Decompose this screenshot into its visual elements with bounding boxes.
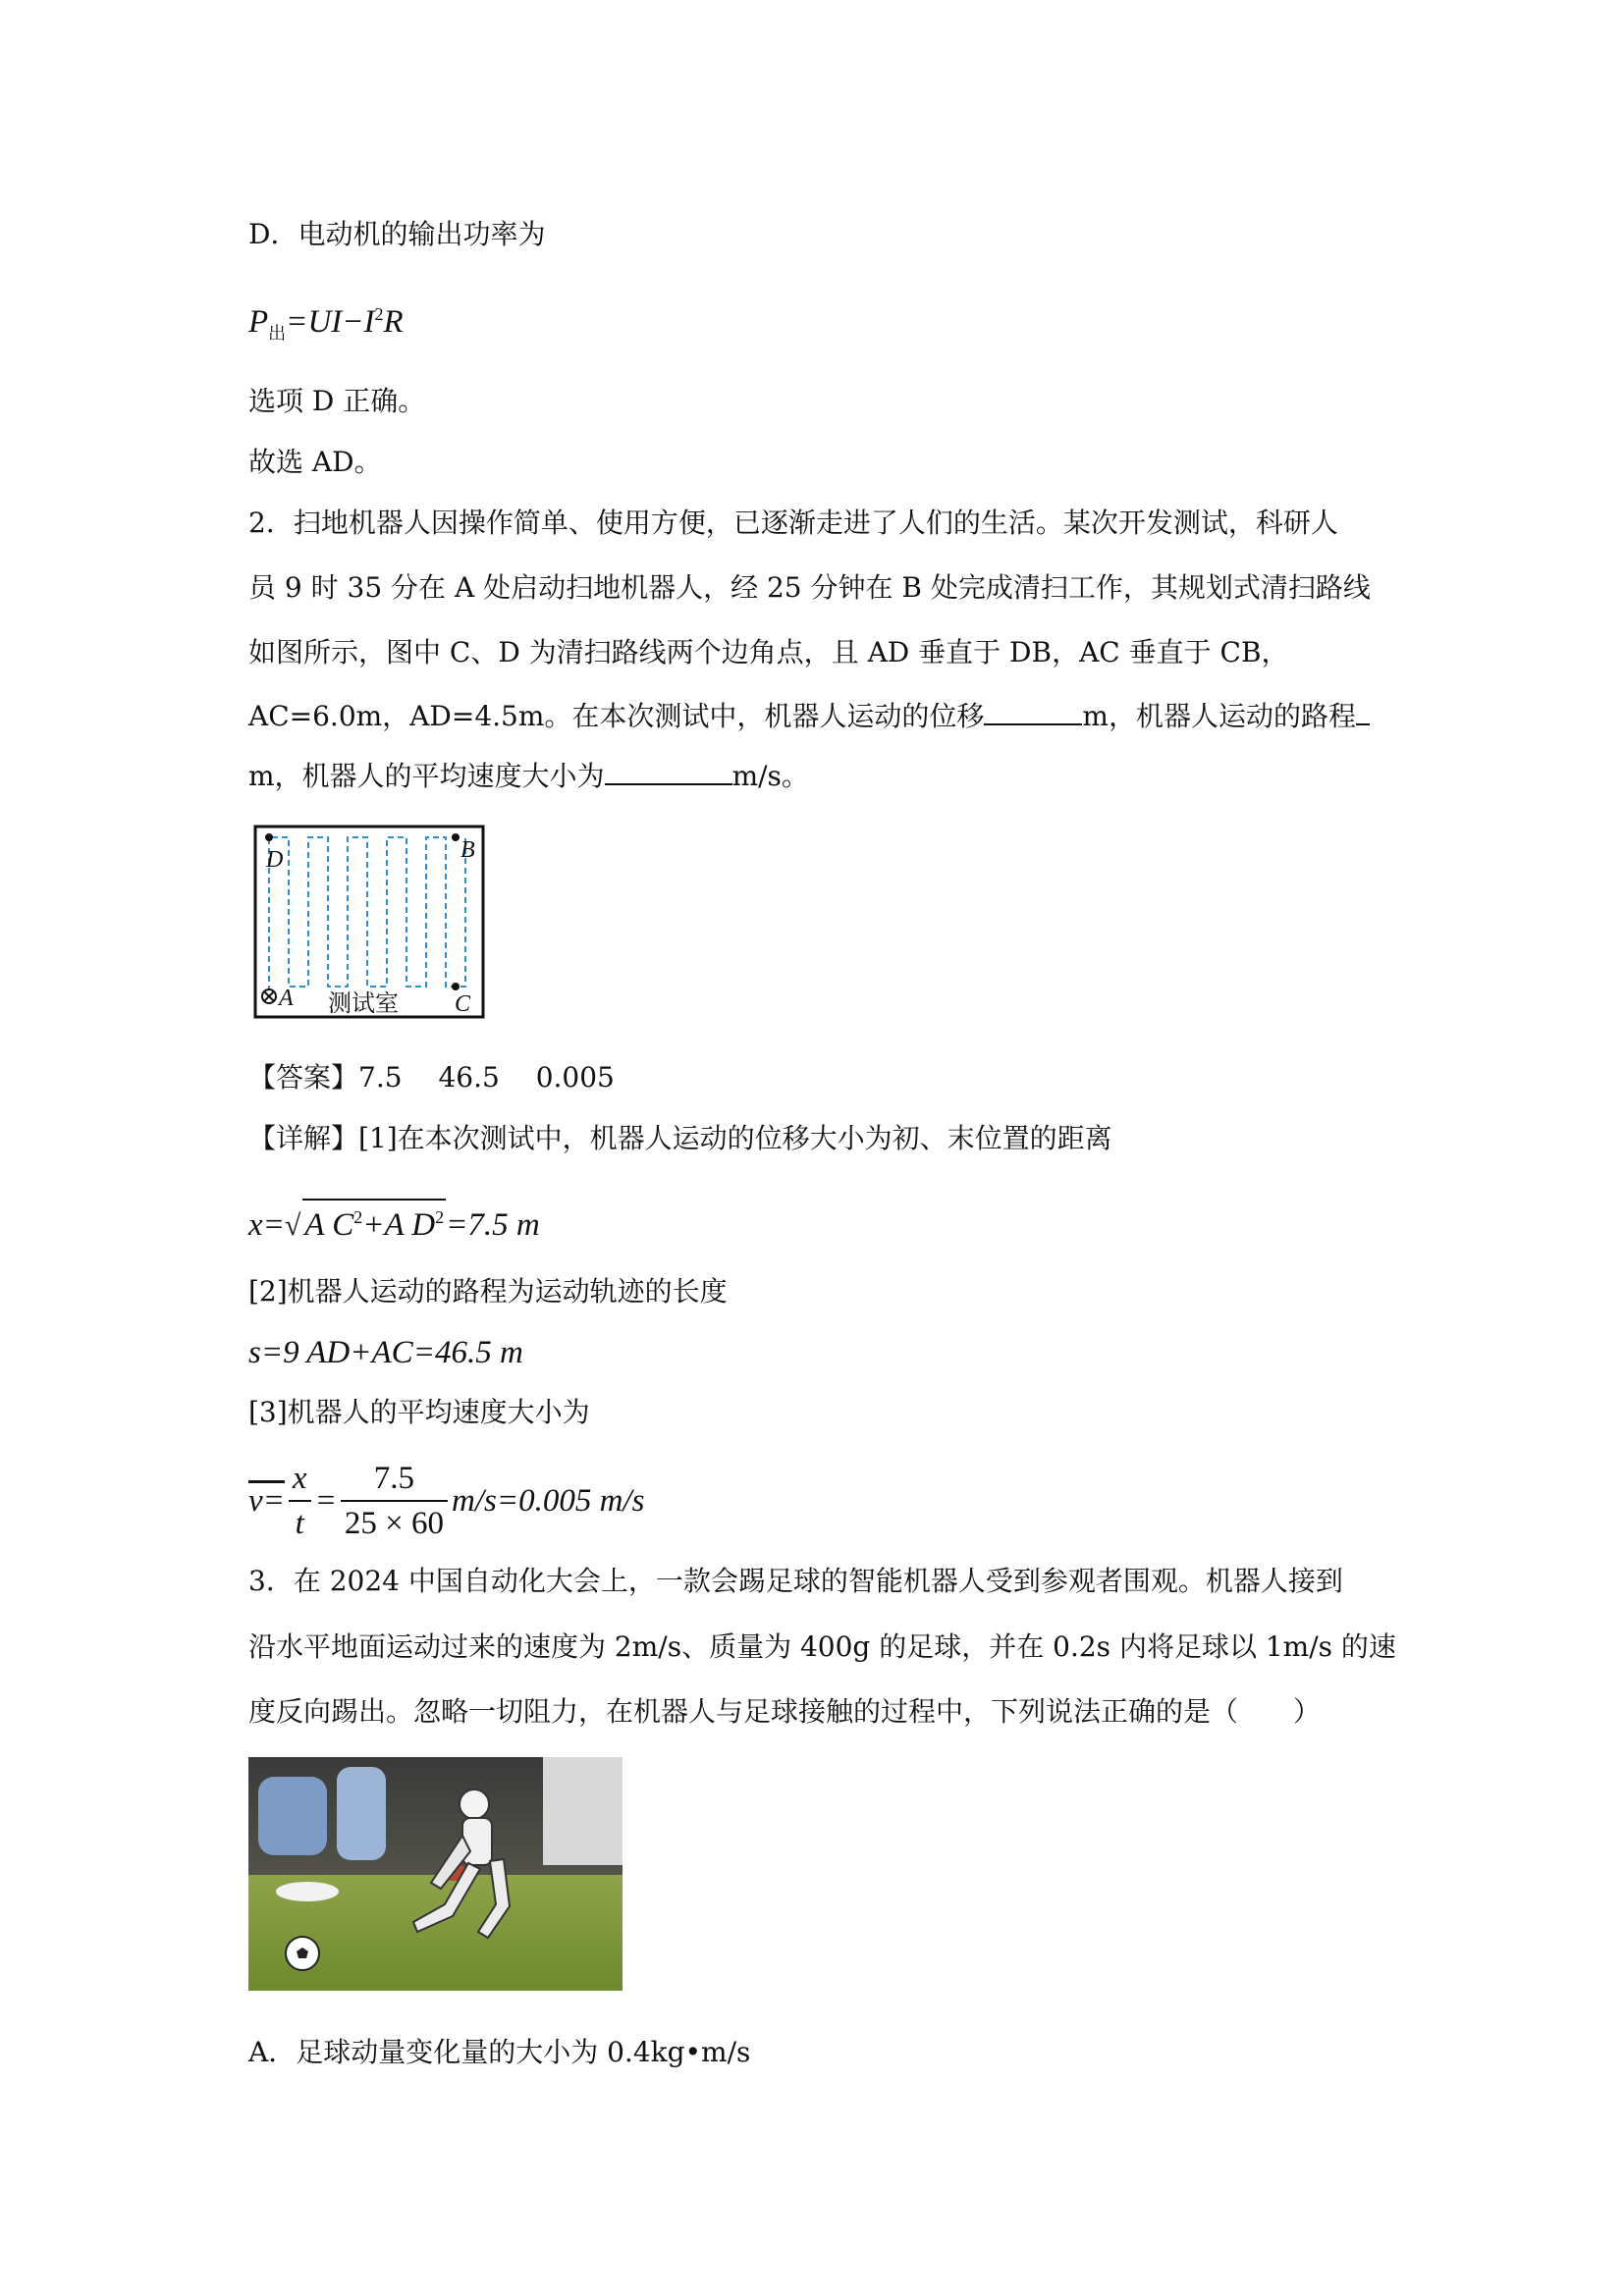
point-c-dot: [452, 983, 460, 990]
q2-line-4-a: AC=6.0m，AD=4.5m。在本次测试中，机器人运动的位移: [248, 700, 985, 732]
point-b-dot: [452, 833, 460, 841]
power-exp: 2: [374, 304, 384, 324]
power-sub: 出: [268, 323, 287, 344]
vel-frac-1: [289, 1459, 311, 1543]
disp-rhs: =7.5 m: [446, 1207, 540, 1243]
q3-line-2: 沿水平地面运动过来的速度为 2m/s、质量为 400g 的足球，并在 0.2s 内将足球以 1m/s 的速: [248, 1630, 1396, 1663]
label-b: B: [460, 837, 475, 863]
label-a: A: [279, 986, 294, 1011]
vel-lhs: v=: [248, 1483, 285, 1519]
q2-line-3: 如图所示，图中 C、D 为清扫路线两个边角点，且 AD 垂直于 DB，AC 垂直于 CB，: [248, 636, 1289, 668]
label-c: C: [455, 991, 471, 1017]
start-marker-icon: [262, 989, 276, 1003]
disp-ad: +A D: [362, 1207, 436, 1243]
test-room-diagram: [253, 825, 485, 1021]
q2-line-4-b: m，机器人运动的路程: [1082, 700, 1356, 732]
option-d-verdict: 选项 D 正确。: [248, 385, 426, 417]
velocity-blank: [605, 779, 732, 785]
label-d: D: [266, 847, 284, 873]
disp-ac-exp: 2: [353, 1207, 363, 1227]
disp-ac: A C: [304, 1207, 354, 1243]
velocity-formula: [248, 1459, 644, 1543]
q2-line-2: 员 9 时 35 分在 A 处启动扫地机器人，经 25 分钟在 B 处完成清扫工作，其规划式清扫路线: [248, 571, 1371, 604]
path-blank: [1356, 720, 1370, 725]
vel-frac-2: [341, 1459, 448, 1543]
answer-line: [248, 1061, 615, 1095]
path-formula: s=9 AD+AC=46.5 m: [248, 1335, 523, 1370]
power-rhs: =UI−I: [286, 304, 375, 340]
vel-eq: =: [314, 1483, 337, 1519]
vel-den-1: t: [295, 1506, 304, 1541]
q3-line-1: 3．在 2024 中国自动化大会上，一款会踢足球的智能机器人受到参观者围观。机器人接到: [248, 1565, 1343, 1597]
power-lhs: P: [248, 304, 269, 340]
point-d-dot: [265, 833, 273, 841]
q1-conclusion: 故选 AD。: [248, 446, 382, 478]
detail-line-2: [2]机器人运动的路程为运动轨迹的长度: [248, 1275, 728, 1308]
displacement-formula: [248, 1199, 540, 1243]
q2-line-5-a: m，机器人的平均速度大小为: [248, 760, 605, 792]
vel-rhs: m/s=0.005 m/s: [451, 1483, 645, 1519]
disp-lhs: x=: [248, 1207, 285, 1243]
answer-values: 7.5 46.5 0.005: [358, 1061, 615, 1094]
detail-line-3: [3]机器人的平均速度大小为: [248, 1396, 590, 1428]
q3-line-3: 度反向踢出。忽略一切阻力，在机器人与足球接触的过程中，下列说法正确的是（ ）: [248, 1695, 1322, 1728]
vel-den-2: 25 × 60: [344, 1506, 444, 1541]
q2-line-1: 2．扫地机器人因操作简单、使用方便，已逐渐走进了人们的生活。某次开发测试，科研人: [248, 507, 1338, 539]
q2-line-4: [248, 700, 1370, 733]
option-a-text: A．足球动量变化量的大小为 0.4kg•m/s: [248, 2036, 751, 2068]
power-formula: [248, 297, 404, 350]
displacement-blank: [984, 720, 1082, 725]
answer-label: 【答案】: [248, 1061, 359, 1094]
vel-num-2: 7.5: [341, 1459, 448, 1502]
room-caption: 测试室: [328, 989, 399, 1017]
option-d-text: D．电动机的输出功率为: [248, 218, 546, 250]
disp-ad-exp: 2: [435, 1207, 445, 1227]
detail-line-1: 【详解】[1]在本次测试中，机器人运动的位移大小为初、末位置的距离: [248, 1122, 1112, 1154]
vel-num-1: x: [289, 1459, 311, 1502]
sqrt-radicand: [302, 1199, 446, 1242]
sqrt-sign-icon: √: [284, 1209, 301, 1242]
q2-line-5-b: m/s。: [731, 760, 809, 792]
q2-line-5: [248, 760, 809, 793]
robot-soccer-photo: [248, 1757, 623, 1991]
soccer-ball-icon: [286, 1937, 319, 1970]
power-tail: R: [383, 304, 404, 340]
